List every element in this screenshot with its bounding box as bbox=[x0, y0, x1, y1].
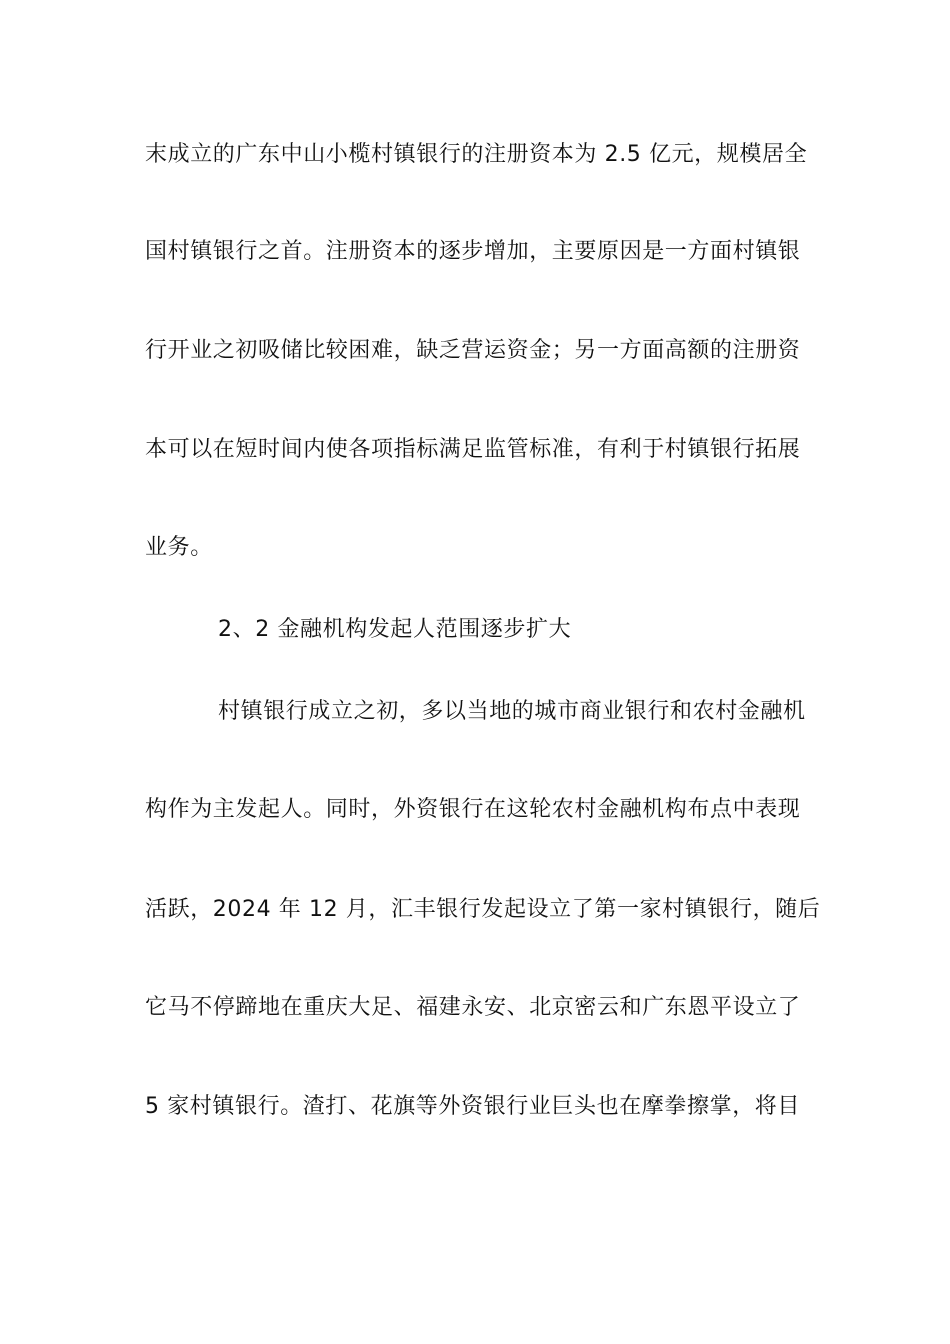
paragraph-line: 5 家村镇银行。渣打、花旗等外资银行业巨头也在摩拳擦掌，将目 bbox=[145, 1094, 800, 1119]
paragraph-line: 村镇银行成立之初，多以当地的城市商业银行和农村金融机 bbox=[218, 699, 806, 724]
paragraph-line: 国村镇银行之首。注册资本的逐步增加，主要原因是一方面村镇银 bbox=[145, 239, 801, 264]
section-heading: 2、2 金融机构发起人范围逐步扩大 bbox=[218, 617, 572, 642]
paragraph-line: 末成立的广东中山小榄村镇银行的注册资本为 2.5 亿元，规模居全 bbox=[145, 142, 808, 167]
paragraph-line: 活跃，2024 年 12 月，汇丰银行发起设立了第一家村镇银行，随后 bbox=[145, 897, 821, 922]
paragraph-line: 它马不停蹄地在重庆大足、福建永安、北京密云和广东恩平设立了 bbox=[145, 995, 801, 1020]
paragraph-line: 业务。 bbox=[145, 535, 213, 560]
paragraph-line: 本可以在短时间内使各项指标满足监管标准，有利于村镇银行拓展 bbox=[145, 437, 801, 462]
paragraph-line: 构作为主发起人。同时，外资银行在这轮农村金融机构布点中表现 bbox=[145, 797, 801, 822]
paragraph-line: 行开业之初吸储比较困难，缺乏营运资金；另一方面高额的注册资 bbox=[145, 338, 801, 363]
